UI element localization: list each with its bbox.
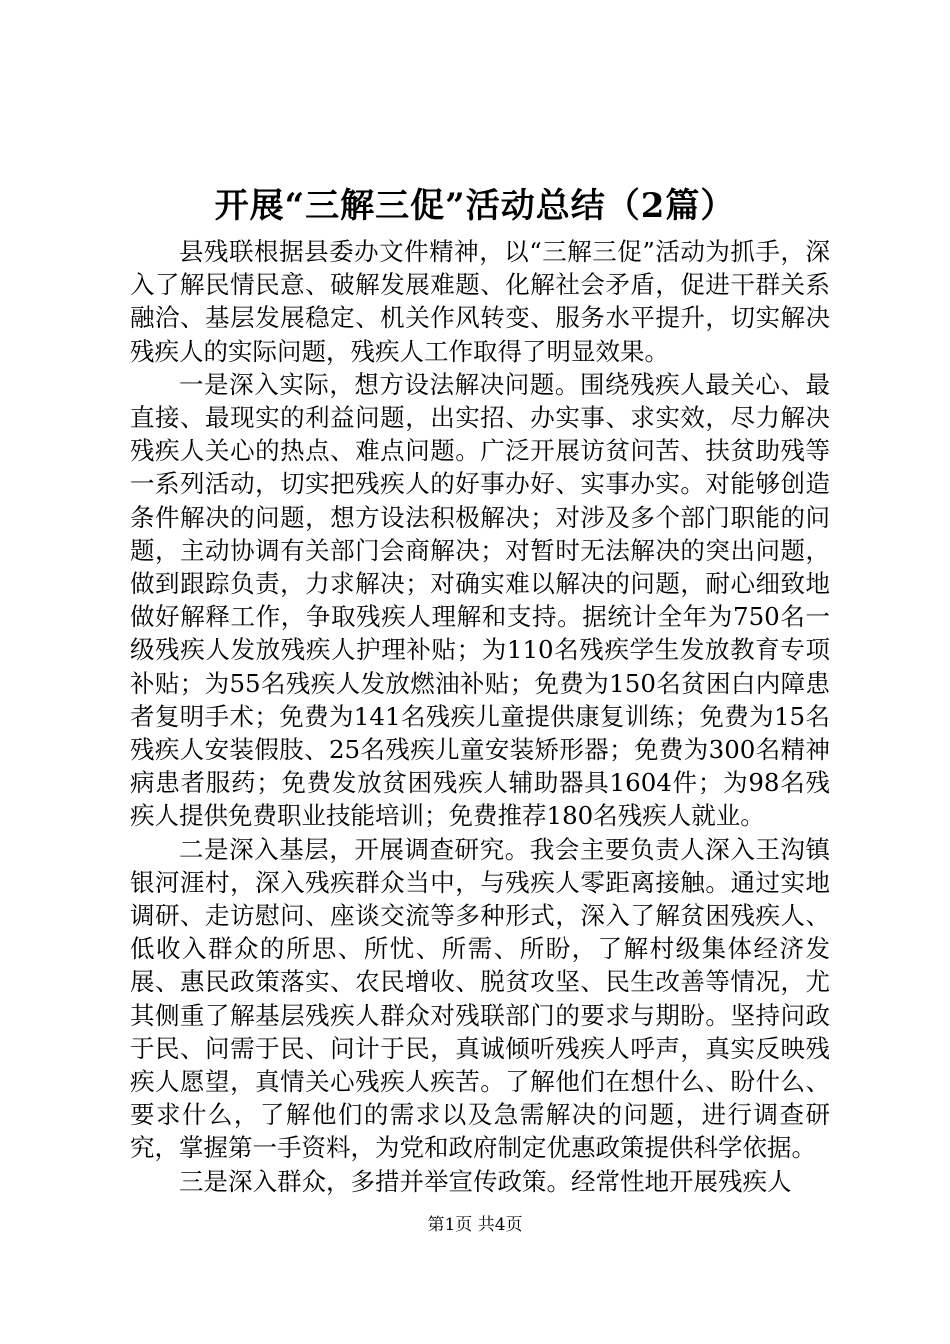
paragraph-second-point: 二是深入基层，开展调查研究。我会主要负责人深入王沟镇银河涯村，深入残疾群众当中，与残疾人零距离接触。通过实地调研、走访慰问、座谈交流等多种形式，深入了解贫困残疾人、低收入群众的所思、所忧、所需、所盼，了解村级集体经济发展、惠民政策落实、农民增收、脱贫攻坚、民生改善等情况，尤其侧重了解基层残疾人群众对残联部门的要求与期盼。坚持问政于民、问需于民、问计于民，真诚倾听残疾人呼声，真实反映残疾人愿望，真情关心残疾人疾苦。了解他们在想什么、盼什么、要求什么，了解他们的需求以及急需解决的问题，进行调查研究，掌握第一手资料，为党和政府制定优惠政策提供科学依据。 [130, 834, 830, 1163]
document-title: 开展“三解三促”活动总结（2篇） [214, 186, 736, 226]
paragraph-first-point: 一是深入实际，想方设法解决问题。围绕残疾人最关心、最直接、最现实的利益问题，出实招、办实事、求实效，尽力解决残疾人关心的热点、难点问题。广泛开展访贫问苦、扶贫助残等一系列活动，切实把残疾人的好事办好、实事办实。对能够创造条件解决的问题，想方设法积极解决；对涉及多个部门职能的问题，主动协调有关部门会商解决；对暂时无法解决的突出问题，做到跟踪负责，力求解决；对确实难以解决的问题，耐心细致地做好解释工作，争取残疾人理解和支持。据统计全年为750名一级残疾人发放残疾人护理补贴；为110名残疾学生发放教育专项补贴；为55名残疾人发放燃油补贴；免费为150名贫困白内障患者复明手术；免费为141名残疾儿童提供康复训练；免费为15名残疾人安装假肢、25名残疾儿童安装矫形器；免费为300名精神病患者服药；免费发放贫困残疾人辅助器具1604件；为98名残疾人提供免费职业技能培训；免费推荐180名残疾人就业。 [130, 369, 830, 831]
paragraph-third-point: 三是深入群众，多措并举宣传政策。经常性地开展残疾人 [179, 1166, 792, 1196]
paragraph-intro: 县残联根据县委办文件精神，以“三解三促”活动为抓手，深入了解民情民意、破解发展难题、化解社会矛盾，促进干群关系融洽、基层发展稳定、机关作风转变、服务水平提升，切实解决残疾人的实际问题，残疾人工作取得了明显效果。 [130, 237, 830, 366]
document-body [130, 235, 830, 1198]
page-number-footer: 第1页 共4页 [427, 1215, 523, 1235]
